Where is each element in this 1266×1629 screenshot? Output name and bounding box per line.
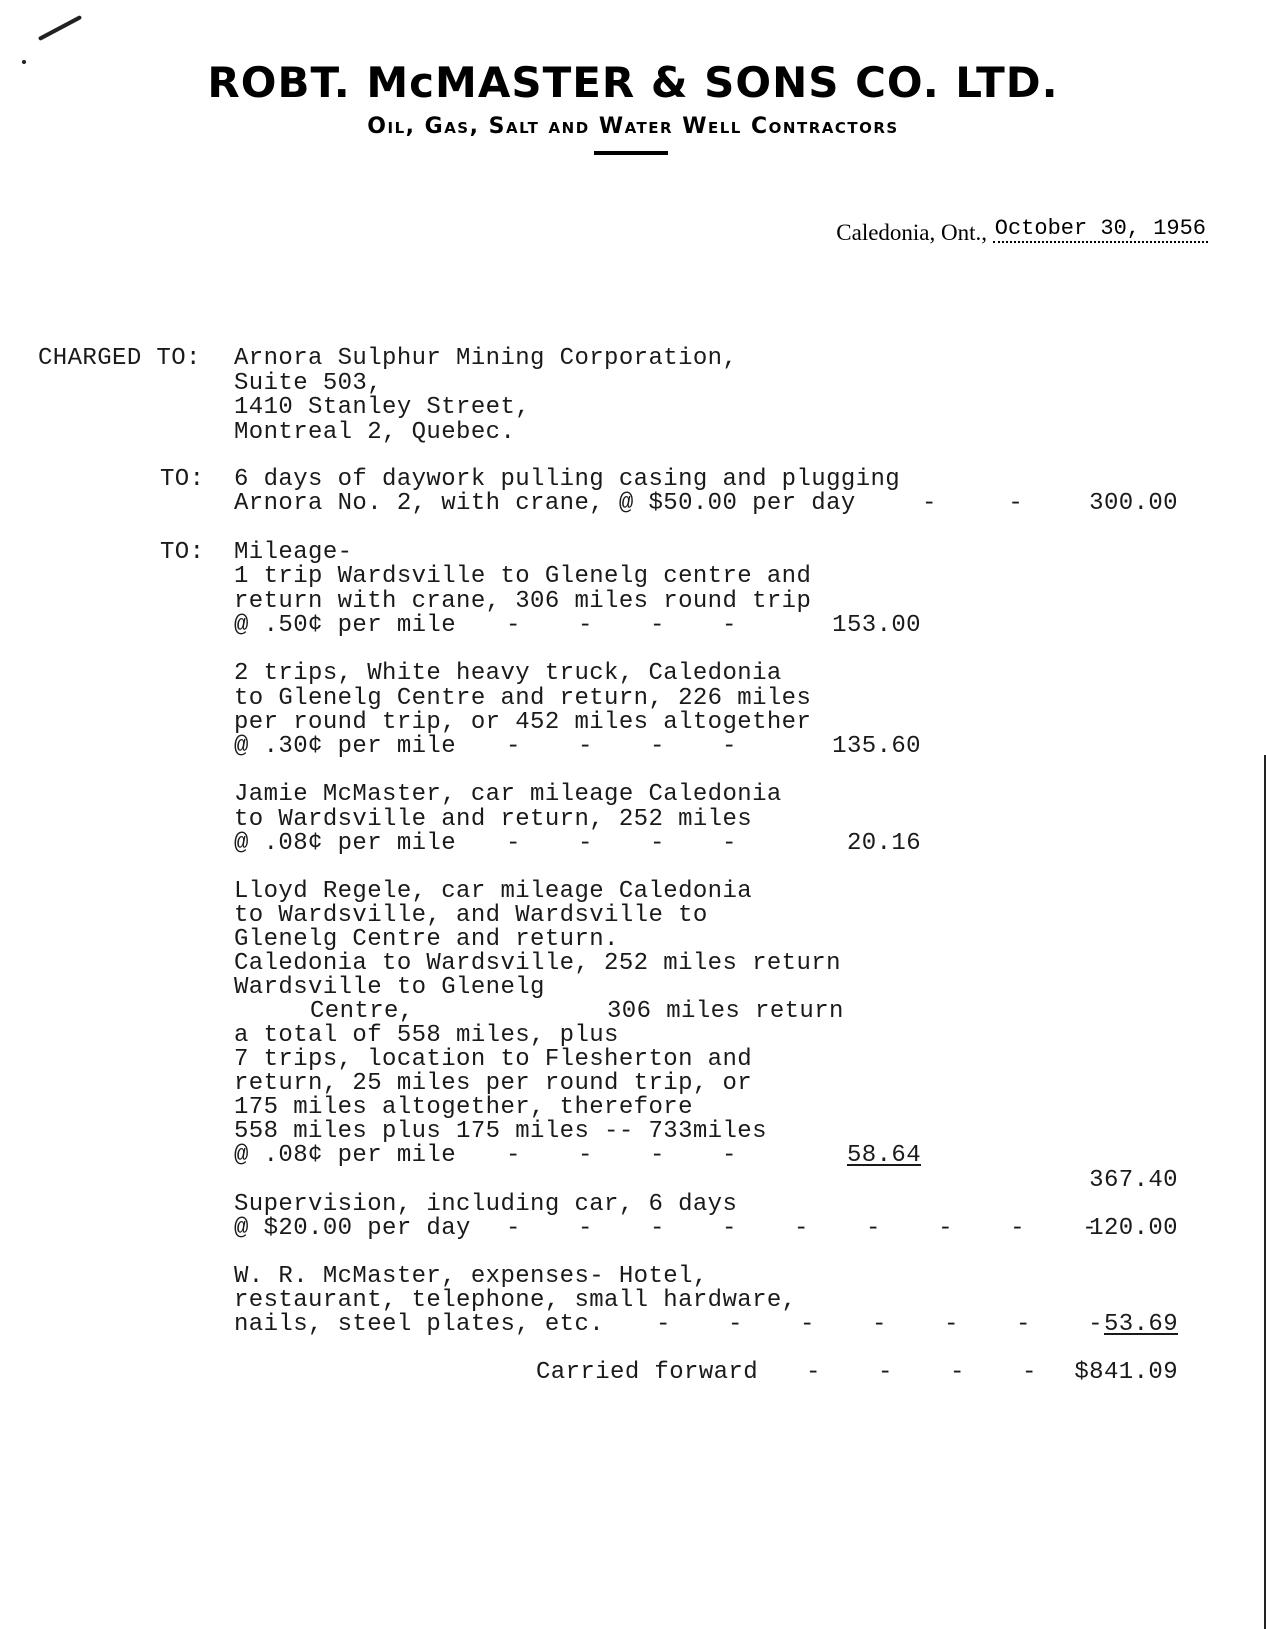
mileage-d-line-12: @ .08¢ per mile xyxy=(234,1142,457,1169)
mileage-d-line-8: 7 trips, location to Flesherton and xyxy=(234,1046,753,1073)
invoice-date: October 30, 1956 xyxy=(994,216,1206,241)
place: Caledonia, Ont., xyxy=(836,220,988,245)
carried-forward-label: Carried forward xyxy=(536,1359,759,1386)
item1-line-1: 6 days of daywork pulling casing and plugging xyxy=(234,466,901,493)
mileage-b-line-3: per round trip, or 452 miles altogether xyxy=(234,709,812,736)
ink-mark xyxy=(38,15,82,41)
carried-forward-dashes: - - - - xyxy=(806,1359,1037,1386)
mileage-a-line-2: return with crane, 306 miles round trip xyxy=(234,588,812,615)
item1-dashes: - - xyxy=(922,490,1023,517)
charged-to-label: CHARGED TO: xyxy=(38,345,201,372)
mileage-a-line-1: 1 trip Wardsville to Glenelg centre and xyxy=(234,563,812,590)
expenses-amount: 53.69 xyxy=(1103,1311,1178,1338)
expenses-line-1: W. R. McMaster, expenses- Hotel, xyxy=(234,1263,708,1290)
mileage-b-line-1: 2 trips, White heavy truck, Caledonia xyxy=(234,660,782,687)
mileage-c-line-1: Jamie McMaster, car mileage Caledonia xyxy=(234,781,782,808)
mileage-c-amount: 20.16 xyxy=(846,830,921,857)
expenses-dashes: - - - - - - - xyxy=(656,1311,1103,1338)
mileage-d-line-11: 558 miles plus 175 miles -- 733miles xyxy=(234,1118,767,1145)
charged-line-2: Suite 503, xyxy=(234,370,383,397)
mileage-c-line-3: @ .08¢ per mile xyxy=(234,830,457,857)
item1-amount: 300.00 xyxy=(1089,490,1178,517)
mileage-a-amount: 153.00 xyxy=(832,612,921,639)
mileage-b-dashes: - - - - xyxy=(506,733,737,760)
mileage-b-amount: 135.60 xyxy=(832,733,921,760)
mileage-d-line-9: return, 25 miles per round trip, or xyxy=(234,1070,753,1097)
mileage-c-line-2: to Wardsville and return, 252 miles xyxy=(234,806,753,833)
mileage-d-line-1: Lloyd Regele, car mileage Caledonia xyxy=(234,878,753,905)
mileage-subtotal: 367.40 xyxy=(1089,1167,1178,1194)
mileage-d-line-7: a total of 558 miles, plus xyxy=(234,1022,619,1049)
supervision-dashes: - - - - - - - - - xyxy=(506,1215,1097,1242)
date-line xyxy=(836,216,1208,249)
header-rule xyxy=(594,151,668,155)
mileage-heading: Mileage- xyxy=(234,539,353,566)
company-name: ROBT. McMASTER & SONS CO. LTD. xyxy=(207,58,1059,107)
mileage-d-line-4: Caledonia to Wardsville, 252 miles return xyxy=(234,950,841,977)
expenses-line-3: nails, steel plates, etc. xyxy=(234,1311,605,1338)
supervision-line-2: @ $20.00 per day xyxy=(234,1215,471,1242)
charged-line-4: Montreal 2, Quebec. xyxy=(234,419,516,446)
expenses-line-2: restaurant, telephone, small hardware, xyxy=(234,1287,797,1314)
to-label: TO: xyxy=(160,539,205,566)
mileage-c-dashes: - - - - xyxy=(506,830,737,857)
mileage-d-line-6b: 306 miles return xyxy=(607,998,844,1025)
mileage-d-line-10: 175 miles altogether, therefore xyxy=(234,1094,693,1121)
mileage-a-line-3: @ .50¢ per mile xyxy=(234,612,457,639)
mileage-d-line-5: Wardsville to Glenelg xyxy=(234,974,545,1001)
charged-line-3: 1410 Stanley Street, xyxy=(234,394,531,421)
mileage-b-line-2: to Glenelg Centre and return, 226 miles xyxy=(234,685,812,712)
carried-forward-amount: $841.09 xyxy=(1074,1359,1178,1386)
supervision-amount: 120.00 xyxy=(1089,1215,1178,1242)
company-tagline: Oil, Gas, Salt and Water Well Contractors xyxy=(367,114,899,139)
mileage-d-line-3: Glenelg Centre and return. xyxy=(234,926,619,953)
mileage-b-line-4: @ .30¢ per mile xyxy=(234,733,457,760)
item1-line-2: Arnora No. 2, with crane, @ $50.00 per day xyxy=(234,490,856,517)
mileage-d-line-6a: Centre, xyxy=(310,998,414,1025)
mileage-d-dashes: - - - - xyxy=(506,1142,737,1169)
supervision-line-1: Supervision, including car, 6 days xyxy=(234,1191,738,1218)
to-label: TO: xyxy=(160,466,205,493)
charged-line-1: Arnora Sulphur Mining Corporation, xyxy=(234,345,738,372)
mileage-d-amount: 58.64 xyxy=(846,1142,921,1169)
mileage-d-line-2: to Wardsville, and Wardsville to xyxy=(234,902,708,929)
mileage-a-dashes: - - - - xyxy=(506,612,737,639)
